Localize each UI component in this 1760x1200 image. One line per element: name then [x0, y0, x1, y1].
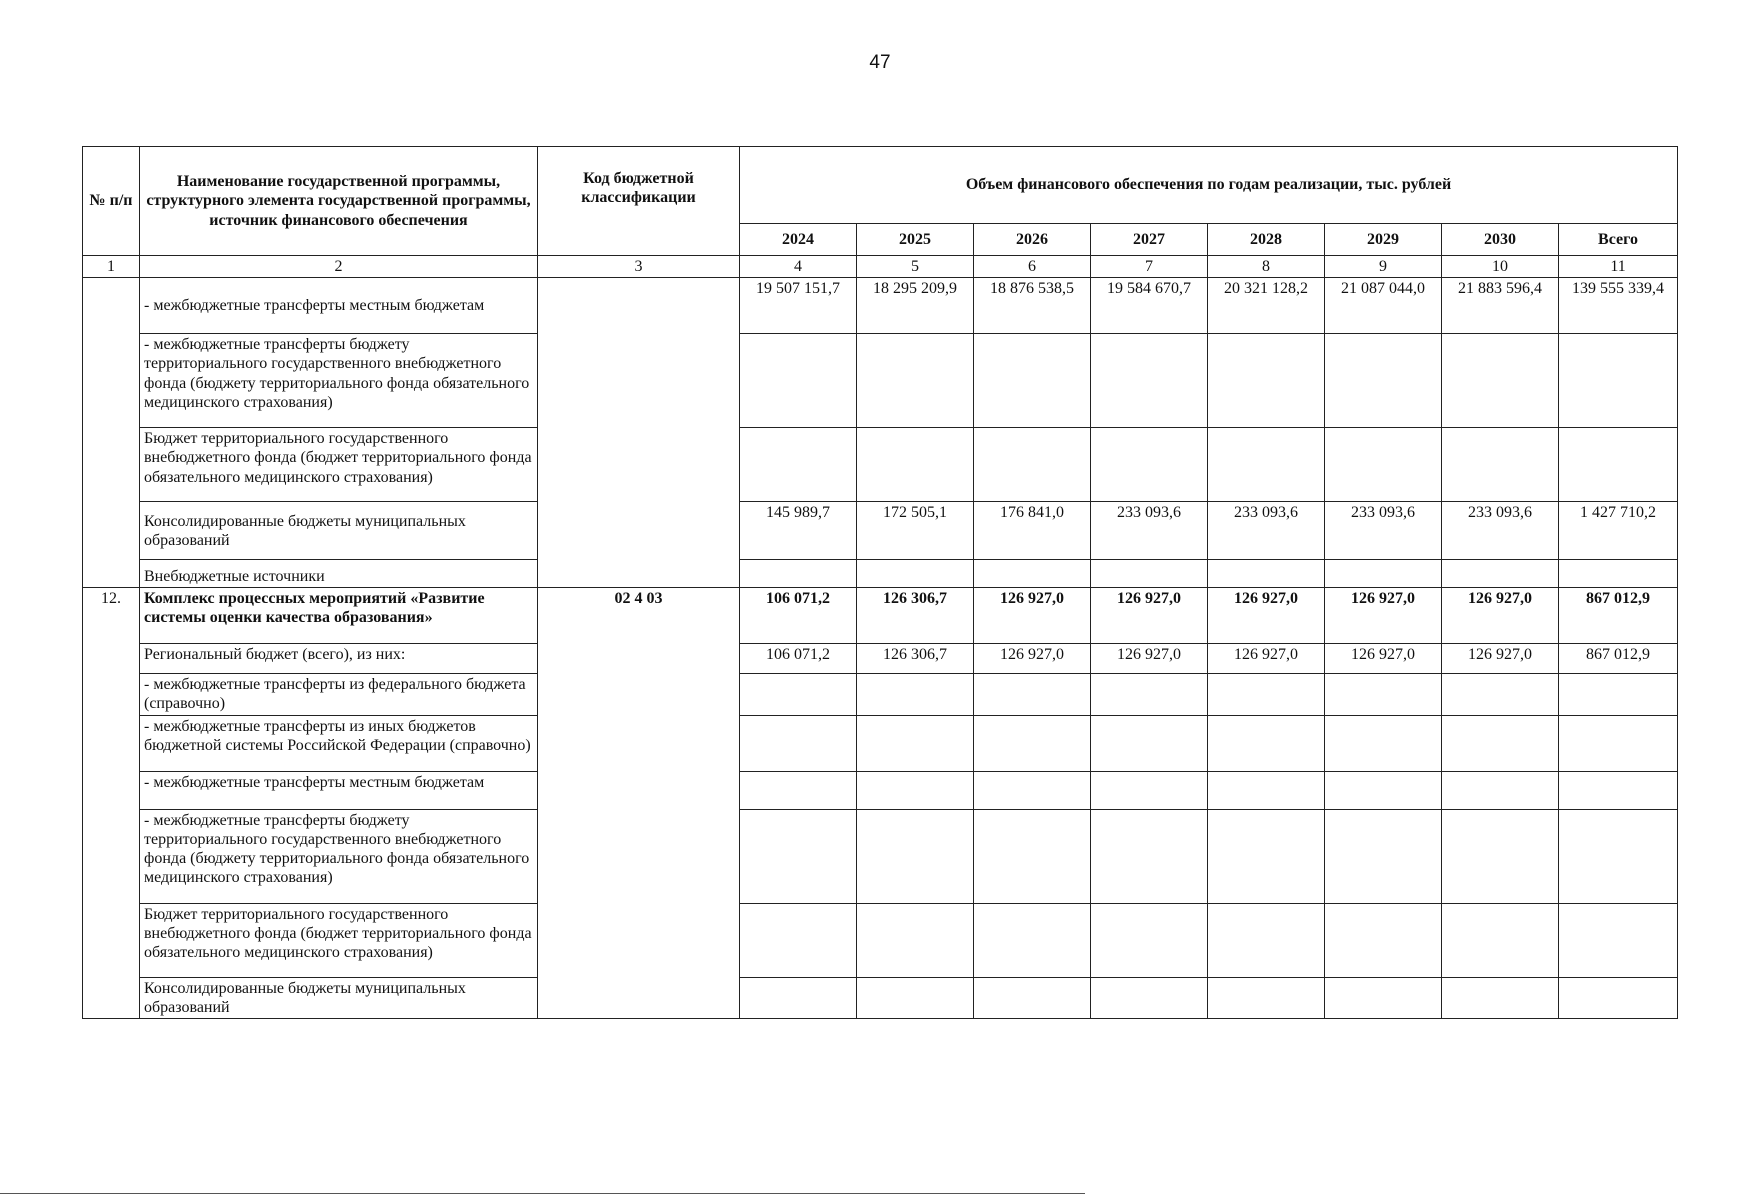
row-value: 233 093,6	[1325, 502, 1442, 560]
column-index: 11	[1559, 256, 1678, 278]
row-value	[857, 674, 974, 715]
row-value	[974, 977, 1091, 1018]
row-value: 126 927,0	[974, 588, 1091, 644]
table-row	[83, 502, 1678, 560]
row-value	[1325, 560, 1442, 588]
budget-table	[82, 146, 1678, 1019]
row-value	[1091, 715, 1208, 771]
row-name: Консолидированные бюджеты муниципальных образований	[140, 502, 538, 560]
row-value	[1559, 809, 1678, 903]
row-value	[1559, 715, 1678, 771]
row-value	[1208, 674, 1325, 715]
row-value: 233 093,6	[1442, 502, 1559, 560]
column-index: 4	[740, 256, 857, 278]
row-value	[857, 715, 974, 771]
row-value	[740, 428, 857, 502]
row-name: Комплекс процессных мероприятий «Развитие системы оценки качества образования»	[140, 588, 538, 644]
row-value: 126 927,0	[1091, 644, 1208, 674]
row-value	[1559, 771, 1678, 809]
row-value	[1091, 809, 1208, 903]
header-year: Всего	[1559, 224, 1678, 256]
row-value	[1325, 334, 1442, 428]
row-value	[974, 903, 1091, 977]
row-value: 145 989,7	[740, 502, 857, 560]
column-index: 10	[1442, 256, 1559, 278]
row-value	[857, 903, 974, 977]
row-value	[857, 809, 974, 903]
row-value	[1442, 977, 1559, 1018]
row-value	[1559, 334, 1678, 428]
header-year: 2026	[974, 224, 1091, 256]
row-value	[740, 674, 857, 715]
row-value: 867 012,9	[1559, 644, 1678, 674]
row-name: - межбюджетные трансферты местным бюджетам	[140, 278, 538, 334]
row-value	[1091, 428, 1208, 502]
row-value	[974, 809, 1091, 903]
row-value: 19 584 670,7	[1091, 278, 1208, 334]
row-value	[1325, 428, 1442, 502]
row-value	[1442, 771, 1559, 809]
row-value	[1208, 715, 1325, 771]
row-value	[857, 771, 974, 809]
row-number-empty	[83, 278, 140, 588]
row-value	[1559, 977, 1678, 1018]
row-value	[1091, 334, 1208, 428]
row-value: 176 841,0	[974, 502, 1091, 560]
row-value: 18 295 209,9	[857, 278, 974, 334]
table-row	[83, 715, 1678, 771]
header-name: Наименование государственной программы, структурного элемента государственной программы, источник финансового обеспечения	[140, 147, 538, 256]
row-value	[1442, 428, 1559, 502]
row-value: 126 927,0	[1325, 644, 1442, 674]
row-value: 20 321 128,2	[1208, 278, 1325, 334]
row-value: 867 012,9	[1559, 588, 1678, 644]
row-value	[740, 771, 857, 809]
row-value: 19 507 151,7	[740, 278, 857, 334]
row-value	[740, 715, 857, 771]
row-name: - межбюджетные трансферты бюджету территориального государственного внебюджетного фонда (бюджету территориального фонда обязательного медицинского страхования)	[140, 334, 538, 428]
row-value	[1325, 809, 1442, 903]
header-year: 2029	[1325, 224, 1442, 256]
row-value	[740, 334, 857, 428]
row-value	[857, 428, 974, 502]
table-row	[83, 977, 1678, 1018]
row-code-empty	[538, 278, 740, 588]
row-value: 126 927,0	[1325, 588, 1442, 644]
row-name: - межбюджетные трансферты бюджету территориального государственного внебюджетного фонда (бюджету территориального фонда обязательного медицинского страхования)	[140, 809, 538, 903]
header-volume: Объем финансового обеспечения по годам реализации, тыс. рублей	[740, 147, 1678, 224]
row-value	[1208, 977, 1325, 1018]
row-value: 126 927,0	[1208, 644, 1325, 674]
table-row	[83, 674, 1678, 715]
row-value	[1325, 674, 1442, 715]
row-value	[1325, 977, 1442, 1018]
row-value	[1559, 428, 1678, 502]
row-value: 106 071,2	[740, 588, 857, 644]
row-value	[974, 674, 1091, 715]
header-year: 2024	[740, 224, 857, 256]
row-value	[740, 560, 857, 588]
row-name: Консолидированные бюджеты муниципальных образований	[140, 977, 538, 1018]
row-value: 233 093,6	[1208, 502, 1325, 560]
row-value	[740, 977, 857, 1018]
column-index: 7	[1091, 256, 1208, 278]
table-row	[83, 903, 1678, 977]
row-value	[1325, 903, 1442, 977]
row-value	[1559, 560, 1678, 588]
row-value	[1442, 674, 1559, 715]
row-value	[974, 560, 1091, 588]
table-row	[83, 278, 1678, 334]
row-value: 126 927,0	[1091, 588, 1208, 644]
row-value: 172 505,1	[857, 502, 974, 560]
row-name: - межбюджетные трансферты из иных бюджетов бюджетной системы Российской Федерации (справочно)	[140, 715, 538, 771]
row-value	[974, 334, 1091, 428]
column-index: 9	[1325, 256, 1442, 278]
row-value	[1559, 903, 1678, 977]
row-value	[1091, 771, 1208, 809]
table-row	[83, 560, 1678, 588]
row-value	[1442, 715, 1559, 771]
row-number: 12.	[83, 588, 140, 1019]
row-value	[1325, 715, 1442, 771]
header-num: № п/п	[83, 147, 140, 256]
row-value: 18 876 538,5	[974, 278, 1091, 334]
column-index: 1	[83, 256, 140, 278]
row-value	[1091, 674, 1208, 715]
row-value: 126 927,0	[1442, 588, 1559, 644]
table-row	[83, 771, 1678, 809]
header-year: 2028	[1208, 224, 1325, 256]
row-code: 02 4 03	[538, 588, 740, 1019]
row-name: - межбюджетные трансферты местным бюджетам	[140, 771, 538, 809]
row-value	[1442, 560, 1559, 588]
row-value	[740, 903, 857, 977]
row-value: 126 306,7	[857, 644, 974, 674]
column-index: 5	[857, 256, 974, 278]
row-value	[857, 977, 974, 1018]
header-code: Код бюджетной классификации	[538, 147, 740, 256]
row-value	[1325, 771, 1442, 809]
row-value	[974, 715, 1091, 771]
row-name: Бюджет территориального государственного внебюджетного фонда (бюджет территориального фонда обязательного медицинского страхования)	[140, 903, 538, 977]
row-value	[857, 560, 974, 588]
row-value	[1208, 334, 1325, 428]
row-name: Региональный бюджет (всего), из них:	[140, 644, 538, 674]
row-value	[974, 771, 1091, 809]
row-value	[1208, 809, 1325, 903]
row-value	[1091, 977, 1208, 1018]
row-name: - межбюджетные трансферты из федерального бюджета (справочно)	[140, 674, 538, 715]
column-index: 2	[140, 256, 538, 278]
row-value: 106 071,2	[740, 644, 857, 674]
row-value: 21 087 044,0	[1325, 278, 1442, 334]
row-value	[1091, 560, 1208, 588]
footer-rule	[0, 1193, 1085, 1194]
row-value: 233 093,6	[1091, 502, 1208, 560]
row-value: 139 555 339,4	[1559, 278, 1678, 334]
row-value	[740, 809, 857, 903]
header-year: 2025	[857, 224, 974, 256]
row-value: 1 427 710,2	[1559, 502, 1678, 560]
row-value	[1559, 674, 1678, 715]
row-value: 126 927,0	[974, 644, 1091, 674]
row-value	[1208, 560, 1325, 588]
table-row	[83, 334, 1678, 428]
header-year: 2030	[1442, 224, 1559, 256]
table-row	[83, 588, 1678, 644]
row-value	[1208, 903, 1325, 977]
header-year: 2027	[1091, 224, 1208, 256]
row-value	[974, 428, 1091, 502]
column-index: 8	[1208, 256, 1325, 278]
row-value: 21 883 596,4	[1442, 278, 1559, 334]
row-value: 126 927,0	[1208, 588, 1325, 644]
row-value	[857, 334, 974, 428]
row-value	[1442, 334, 1559, 428]
page-number: 47	[869, 52, 891, 73]
row-value	[1442, 809, 1559, 903]
column-index: 6	[974, 256, 1091, 278]
row-value	[1091, 903, 1208, 977]
row-value	[1208, 428, 1325, 502]
table-row	[83, 644, 1678, 674]
row-name: Бюджет территориального государственного внебюджетного фонда (бюджет территориального фонда обязательного медицинского страхования)	[140, 428, 538, 502]
table-row	[83, 809, 1678, 903]
row-value: 126 927,0	[1442, 644, 1559, 674]
table-row	[83, 428, 1678, 502]
row-value: 126 306,7	[857, 588, 974, 644]
row-name: Внебюджетные источники	[140, 560, 538, 588]
row-value	[1442, 903, 1559, 977]
row-value	[1208, 771, 1325, 809]
column-index: 3	[538, 256, 740, 278]
